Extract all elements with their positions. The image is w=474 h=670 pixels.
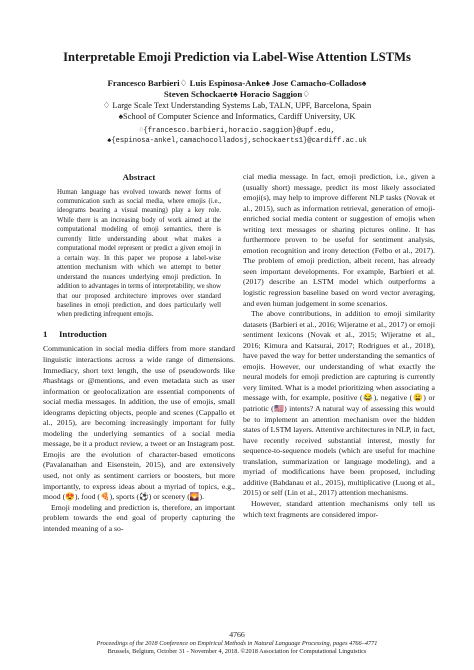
abstract-heading: Abstract — [122, 172, 156, 182]
author-emails — [30, 126, 444, 147]
abstract-text: Human language has evolved towards newer forms of communication such as social media, where emojis (i.e., ideograms bearing a visual meaning) play a key role. While there is an increasing body of work aimed at the computational modeling of emoji semantics, there is currently little understanding about what makes a computational model represent or predict a given emoji in a certain way. In this paper we propose a label-wise attention mechanism with which we attempt to better understand the nuances underlying emoji prediction. In addition to advantages in terms of interpretability, we show that our proposed architecture improves over standard baselines in emoji prediction, and does particularly well when predicting infrequent emojis. — [57, 188, 221, 319]
affiliation-1: ♢ Large Scale Text Understanding Systems Lab, TALN, UPF, Barcelona, Spain — [102, 101, 372, 110]
affiliations — [40, 100, 434, 122]
email-line-2: ♠{espinosa-ankel,camachocolladosj,schockaerts1}@cardiff.ac.uk — [107, 137, 367, 146]
footer-line-2: Brussels, Belgium, October 31 - November 4, 2018. ©2018 Association for Computational Linguistics — [107, 648, 367, 656]
footer-line-1: Proceedings of the 2018 Conference on Empirical Methods in Natural Language Processing, pages 4766–4771 — [96, 640, 378, 647]
left-column — [43, 172, 235, 534]
affiliation-2: ♠School of Computer Science and Informatics, Cardiff University, UK — [118, 112, 356, 121]
section-number: 1 — [43, 328, 48, 339]
authors-line-1: Francesco Barbieri♢ Luis Espinosa-Anke♠ Jose Camacho-Collados♠ — [107, 78, 367, 88]
proceedings-footer — [20, 640, 454, 656]
section-heading-introduction — [43, 329, 235, 340]
paper-title: Interpretable Emoji Prediction via Label-Wise Attention LSTMs — [63, 50, 411, 64]
intro-paragraph-3: cial media message. In fact, emoji prediction, i.e., given a (usually short) message, predict its most likely associated emoji(s), may help to improve different NLP tasks (Novak et al., 2015), such as information retrieval, generation of emoji-enriched social media content or suggestion of emojis when writing text messages or sharing pictures online. It has furthermore proven to be useful for sentiment analysis, emotion recognition and irony detection (Felbo et al., 2017). The problem of emoji prediction, albeit recent, has already seen important developments. For example, Barbieri et al. (2017) describe an LSTM model which outperforms a logistic regression baseline based on word vector averaging, and even human judgement in some scenarios. — [243, 172, 435, 308]
intro-paragraph-4: The above contributions, in addition to emoji similarity datasets (Barbieri et al., 2016; Wijeratne et al., 2017) or emoji sentiment lexicons (Novak et al., 2015; Wijeratne et al., 2016; Kimura and Katsurai, 2017; Rodrigues et al., 2018), have paved the way for better understanding the semantics of emojis. However, our understanding of what exactly the neural models for emoji prediction are capturing is currently very limited. What is a model prioritizing when associating a message with, for example, positive (😂), negative (😩) or patriotic (🇺🇸) intents? A natural way of assessing this would be to implement an attention mechanism over the hidden states of LSTM layers. Attentive architectures in NLP, in fact, have recently received substantial interest, mostly for sequence-to-sequence models (which are useful for machine translation, summarization or language modeling), and a myriad of modifications have been proposed, including additive (Bahdanau et al., 2015), multiplicative (Luong et al., 2015) or self (Lin et al., 2017) attention mechanisms. — [243, 309, 435, 498]
email-line-1: ♢{francesco.barbieri,horacio.saggion}@upf.edu, — [139, 127, 335, 135]
section-title: Introduction — [59, 328, 107, 339]
intro-paragraph-1: Communication in social media differs from more standard linguistic interactions across a wide range of dimensions. Immediacy, short text length, the use of pseudowords like #hashtags or @mentions, and even metadata such as user information or geolocalization are essential components of social media messages. In addition, the use of emojis, small ideograms depicting objects, people and scenes (Cappallo et al., 2015), are becoming increasingly important for fully modeling the underlying semantics of a social media message, be it a product review, a tweet or an Instagram post. Emojis are the evolution of character-based emoticons (Pavalanathan and Eisenstein, 2015), and are extensively used, not only as sentiment carriers or boosters, but more importantly, to express ideas about a myriad of topics, e.g., mood (😍), food (🍕), sports (⚽) or scenery (🌄). — [43, 344, 235, 502]
intro-paragraph-5: However, standard attention mechanisms only tell us which text fragments are considered impor- — [243, 498, 435, 519]
intro-paragraph-2: Emoji modeling and prediction is, therefore, an important problem towards the end goal of properly capturing the intended meaning of a so- — [43, 502, 235, 533]
right-column — [243, 172, 435, 520]
authors-line-2: Steven Schockaert♠ Horacio Saggion♢ — [163, 89, 311, 99]
author-list — [40, 78, 434, 100]
page-number: 4766 — [229, 630, 245, 639]
